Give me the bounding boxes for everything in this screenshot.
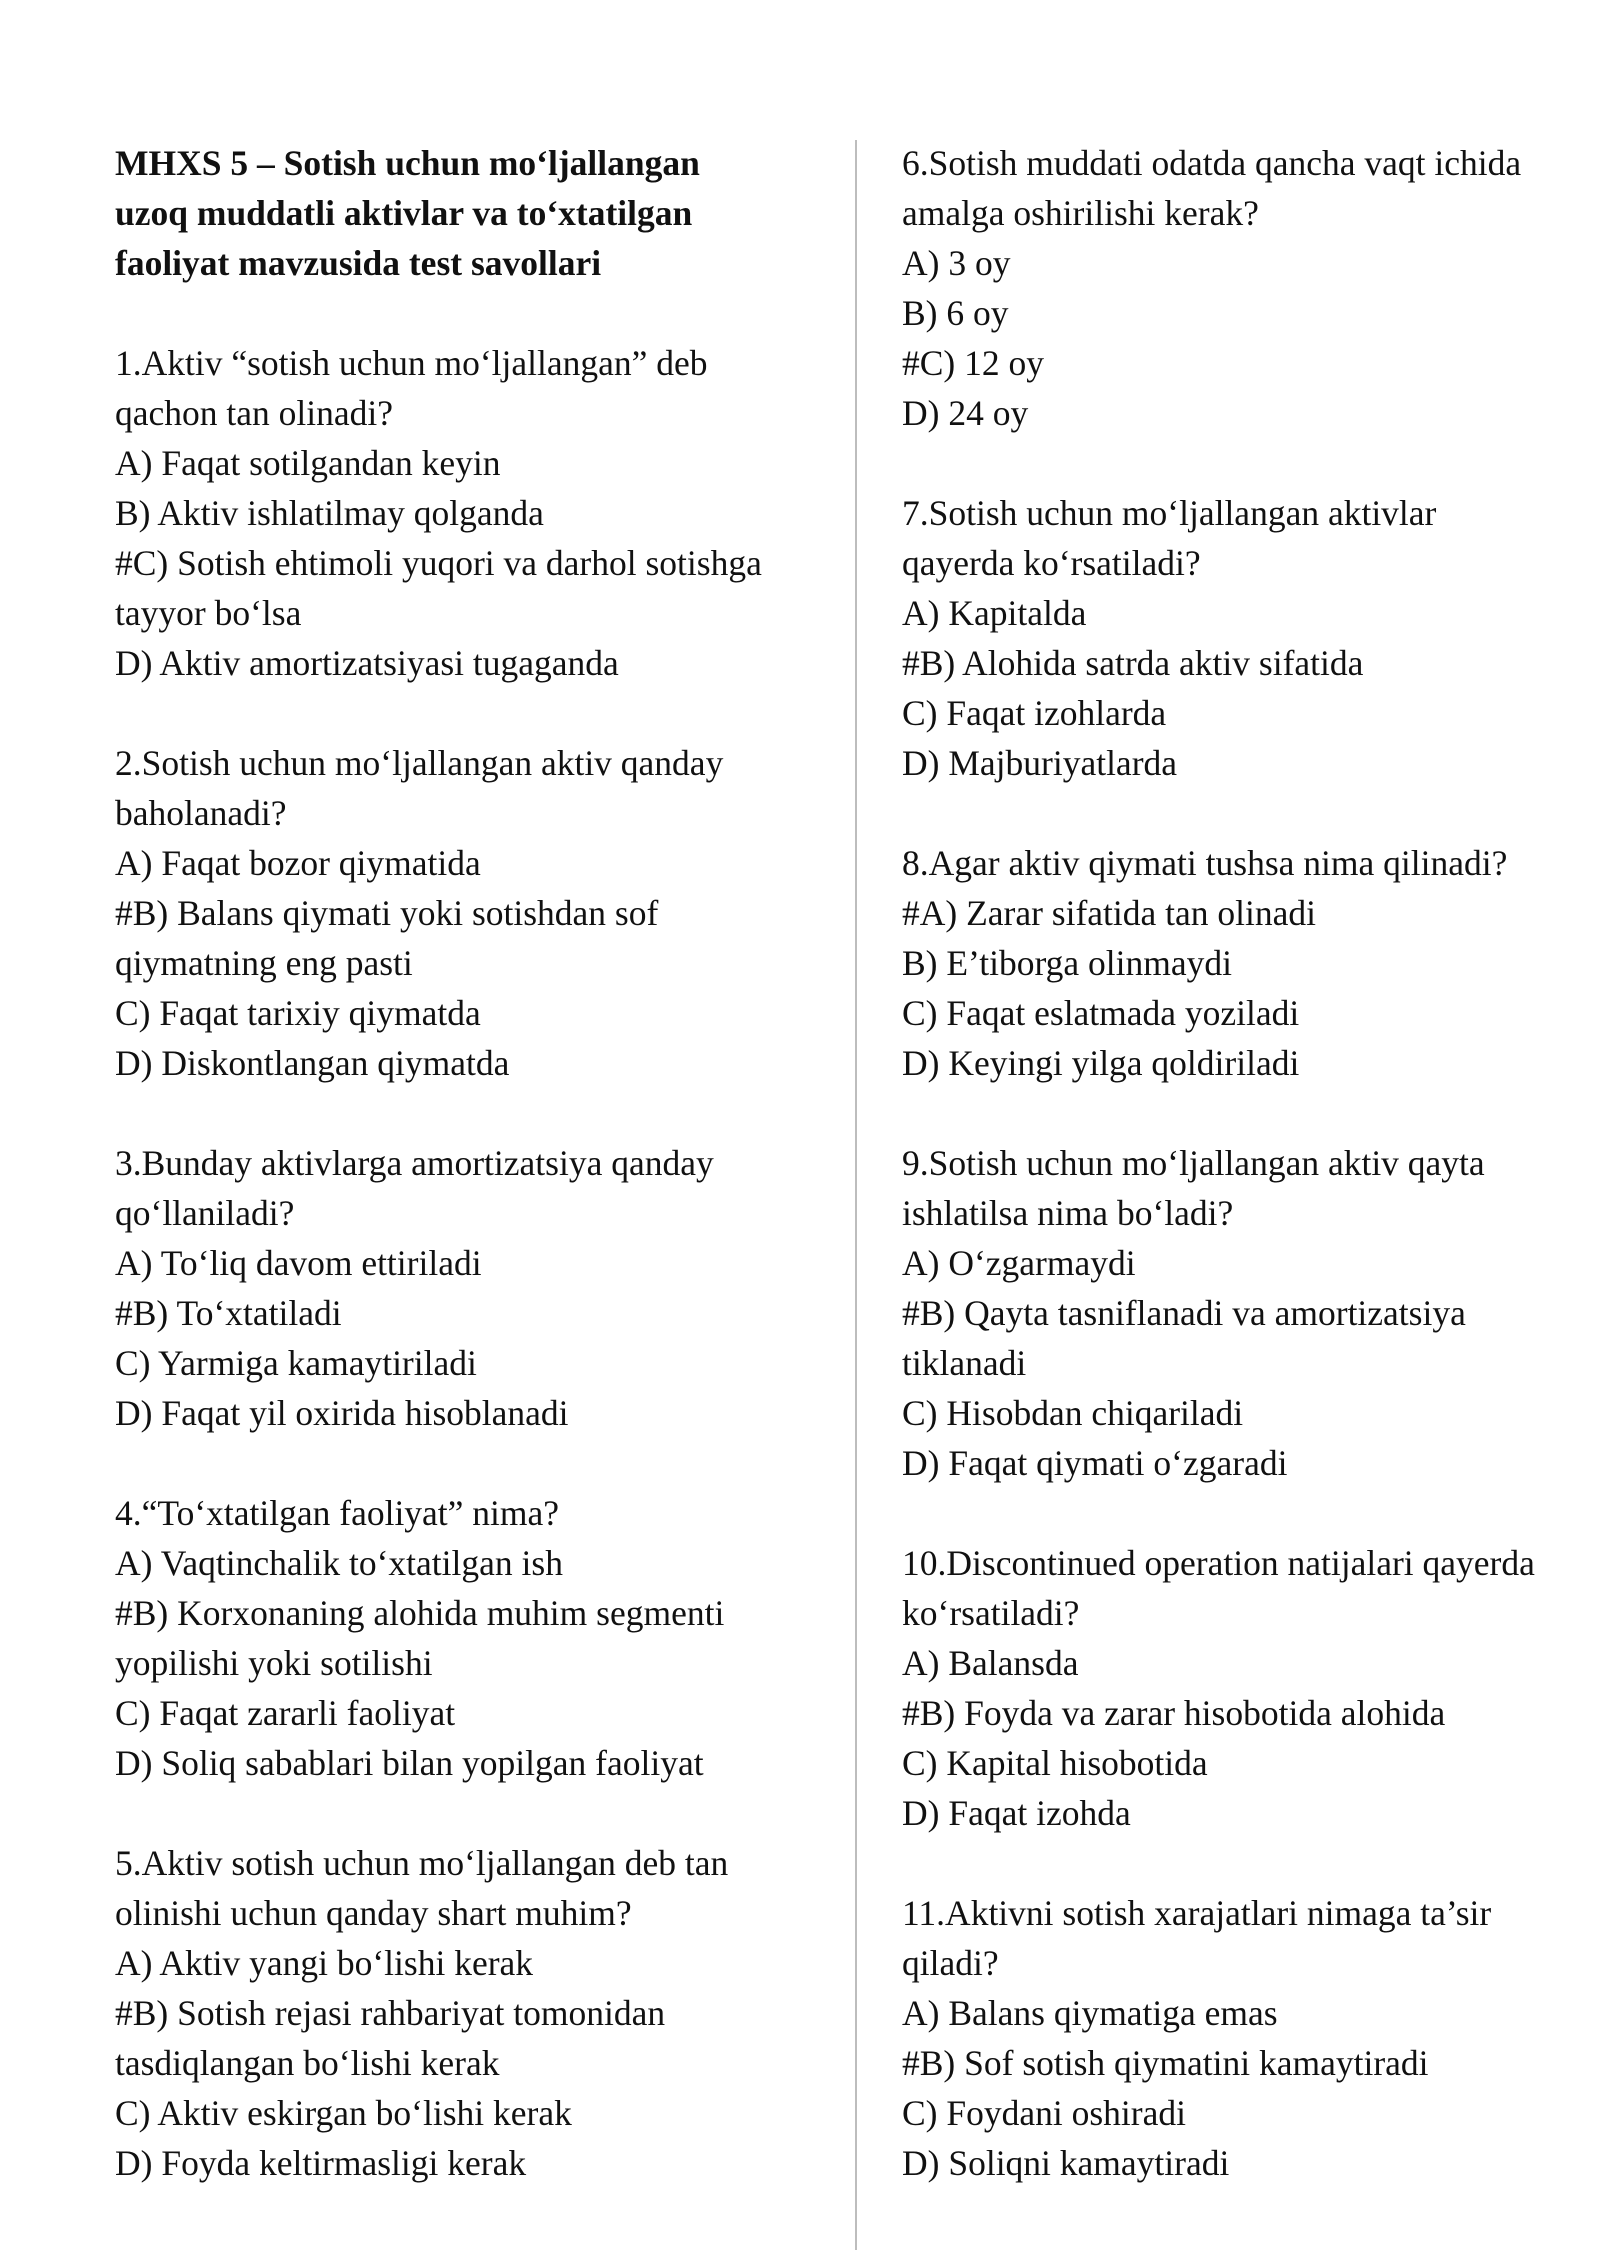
answer-option [115, 1338, 850, 1388]
answer-text: D) Aktiv amortizatsiyasi tugaganda [115, 643, 619, 683]
question-block-3 [115, 1138, 850, 1438]
question-block-2 [115, 738, 850, 1088]
question-block-1 [115, 338, 850, 688]
document-title [115, 138, 850, 288]
question-text: ko‘rsatiladi? [902, 1593, 1080, 1633]
answer-option [115, 2088, 850, 2138]
answer-text: A) O‘zgarmaydi [902, 1243, 1136, 1283]
answer-option [115, 1388, 850, 1438]
answer-option [902, 588, 1582, 638]
title-line: MHXS 5 – Sotish uchun mo‘ljallangan [115, 143, 700, 183]
answer-text: B) 6 oy [902, 293, 1009, 333]
answer-option [115, 488, 850, 538]
question-text: 7.Sotish uchun mo‘ljallangan aktivlar [902, 493, 1437, 533]
question-text: 9.Sotish uchun mo‘ljallangan aktiv qayta [902, 1143, 1485, 1183]
answer-text: D) Majburiyatlarda [902, 743, 1178, 783]
answer-option [902, 388, 1582, 438]
answer-text: A) 3 oy [902, 243, 1011, 283]
question-block-5 [115, 1838, 850, 2188]
answer-text: B) E’tiborga olinmaydi [902, 943, 1232, 983]
answer-text: #B) Korxonaning alohida muhim segmenti [115, 1593, 725, 1633]
title-line: uzoq muddatli aktivlar va to‘xtatilgan [115, 193, 693, 233]
question-text: qachon tan olinadi? [115, 393, 393, 433]
answer-option [902, 638, 1582, 688]
question-block-4 [115, 1488, 850, 1788]
answer-option [902, 738, 1582, 788]
answer-option [902, 338, 1582, 388]
answer-option [115, 1588, 850, 1688]
answer-option [902, 1038, 1582, 1088]
question-block-6 [902, 138, 1582, 438]
left-column [115, 138, 850, 2238]
answer-option [115, 438, 850, 488]
question-block-9 [902, 1138, 1582, 1488]
answer-text: D) Faqat izohda [902, 1793, 1131, 1833]
answer-text: D) Soliq sabablari bilan yopilgan faoliyat [115, 1743, 704, 1783]
answer-option [902, 938, 1582, 988]
answer-option [115, 1738, 850, 1788]
answer-text: A) To‘liq davom ettiriladi [115, 1243, 482, 1283]
answer-text: D) Keyingi yilga qoldiriladi [902, 1043, 1300, 1083]
answer-option [115, 1988, 850, 2088]
question-text: 6.Sotish muddati odatda qancha vaqt ichida [902, 143, 1522, 183]
answer-text: #B) Balans qiymati yoki sotishdan sof [115, 893, 659, 933]
question-text: olinishi uchun qanday shart muhim? [115, 1893, 632, 1933]
answer-text: #C) Sotish ehtimoli yuqori va darhol sotishga [115, 543, 762, 583]
answer-text: D) Faqat yil oxirida hisoblanadi [115, 1393, 569, 1433]
question-text: qayerda ko‘rsatiladi? [902, 543, 1201, 583]
answer-option [115, 2138, 850, 2188]
answer-text: B) Aktiv ishlatilmay qolganda [115, 493, 544, 533]
answer-option [902, 2088, 1582, 2138]
question-text: 5.Aktiv sotish uchun mo‘ljallangan deb tan [115, 1843, 729, 1883]
answer-option [902, 688, 1582, 738]
question-text: amalga oshirilishi kerak? [902, 193, 1259, 233]
column-divider [855, 140, 857, 2250]
answer-text: C) Kapital hisobotida [902, 1743, 1208, 1783]
answer-option [115, 1238, 850, 1288]
answer-option [902, 1738, 1582, 1788]
question-text: baholanadi? [115, 793, 287, 833]
answer-text: tayyor bo‘lsa [115, 593, 302, 633]
answer-option [115, 988, 850, 1038]
answer-text: #B) Qayta tasniflanadi va amortizatsiya [902, 1293, 1466, 1333]
question-block-8 [902, 838, 1582, 1088]
answer-text: A) Kapitalda [902, 593, 1087, 633]
answer-text: #C) 12 oy [902, 343, 1044, 383]
answer-option [902, 1288, 1582, 1388]
title-line: faoliyat mavzusida test savollari [115, 243, 602, 283]
question-text: 8.Agar aktiv qiymati tushsa nima qilinadi? [902, 843, 1508, 883]
right-column [902, 138, 1582, 2238]
answer-option [902, 2038, 1582, 2088]
answer-text: A) Faqat bozor qiymatida [115, 843, 481, 883]
answer-text: #B) Sof sotish qiymatini kamaytiradi [902, 2043, 1429, 2083]
question-block-10 [902, 1538, 1582, 1838]
answer-text: C) Aktiv eskirgan bo‘lishi kerak [115, 2093, 572, 2133]
answer-text: C) Hisobdan chiqariladi [902, 1393, 1244, 1433]
answer-text: #B) Foyda va zarar hisobotida alohida [902, 1693, 1446, 1733]
answer-text: yopilishi yoki sotilishi [115, 1643, 433, 1683]
answer-text: A) Vaqtinchalik to‘xtatilgan ish [115, 1543, 563, 1583]
answer-option [115, 888, 850, 988]
answer-text: C) Faqat eslatmada yoziladi [902, 993, 1300, 1033]
answer-text: A) Faqat sotilgandan keyin [115, 443, 501, 483]
answer-text: D) Diskontlangan qiymatda [115, 1043, 510, 1083]
answer-text: C) Faqat zararli faoliyat [115, 1693, 456, 1733]
question-text: 10.Discontinued operation natijalari qayerda [902, 1543, 1535, 1583]
answer-option [902, 1988, 1582, 2038]
question-block-7 [902, 488, 1582, 788]
answer-text: A) Aktiv yangi bo‘lishi kerak [115, 1943, 534, 1983]
question-text: 2.Sotish uchun mo‘ljallangan aktiv qanday [115, 743, 724, 783]
question-text: qo‘llaniladi? [115, 1193, 295, 1233]
answer-option [902, 238, 1582, 288]
answer-option [902, 1638, 1582, 1688]
answer-option [902, 1438, 1582, 1488]
answer-option [115, 1688, 850, 1738]
question-text: 3.Bunday aktivlarga amortizatsiya qanday [115, 1143, 714, 1183]
answer-text: #B) To‘xtatiladi [115, 1293, 342, 1333]
answer-text: C) Faqat tarixiy qiymatda [115, 993, 481, 1033]
question-block-11 [902, 1888, 1582, 2188]
answer-option [902, 288, 1582, 338]
answer-text: qiymatning eng pasti [115, 943, 413, 983]
answer-text: A) Balans qiymatiga emas [902, 1993, 1278, 2033]
answer-text: tasdiqlangan bo‘lishi kerak [115, 2043, 500, 2083]
answer-option [902, 1688, 1582, 1738]
question-text: ishlatilsa nima bo‘ladi? [902, 1193, 1234, 1233]
answer-option [115, 1038, 850, 1088]
answer-option [115, 838, 850, 888]
answer-text: D) Soliqni kamaytiradi [902, 2143, 1230, 2183]
answer-text: #B) Alohida satrda aktiv sifatida [902, 643, 1364, 683]
question-text: 4.“To‘xtatilgan faoliyat” nima? [115, 1493, 560, 1533]
answer-text: D) 24 oy [902, 393, 1029, 433]
answer-option [902, 1788, 1582, 1838]
answer-option [115, 1938, 850, 1988]
answer-text: #A) Zarar sifatida tan olinadi [902, 893, 1317, 933]
answer-text: tiklanadi [902, 1343, 1027, 1383]
answer-text: D) Faqat qiymati o‘zgaradi [902, 1443, 1288, 1483]
answer-text: #B) Sotish rejasi rahbariyat tomonidan [115, 1993, 666, 2033]
answer-option [902, 2138, 1582, 2188]
answer-text: A) Balansda [902, 1643, 1079, 1683]
answer-option [902, 1388, 1582, 1438]
answer-text: C) Yarmiga kamaytiriladi [115, 1343, 477, 1383]
question-text: 11.Aktivni sotish xarajatlari nimaga ta’sir [902, 1893, 1492, 1933]
question-text: qiladi? [902, 1943, 999, 1983]
answer-option [115, 538, 850, 638]
answer-text: C) Foydani oshiradi [902, 2093, 1186, 2133]
answer-option [902, 1238, 1582, 1288]
answer-option [115, 1538, 850, 1588]
question-text: 1.Aktiv “sotish uchun mo‘ljallangan” deb [115, 343, 708, 383]
answer-text: C) Faqat izohlarda [902, 693, 1167, 733]
answer-option [902, 988, 1582, 1038]
answer-option [115, 1288, 850, 1338]
answer-text: D) Foyda keltirmasligi kerak [115, 2143, 527, 2183]
answer-option [115, 638, 850, 688]
answer-option [902, 888, 1582, 938]
